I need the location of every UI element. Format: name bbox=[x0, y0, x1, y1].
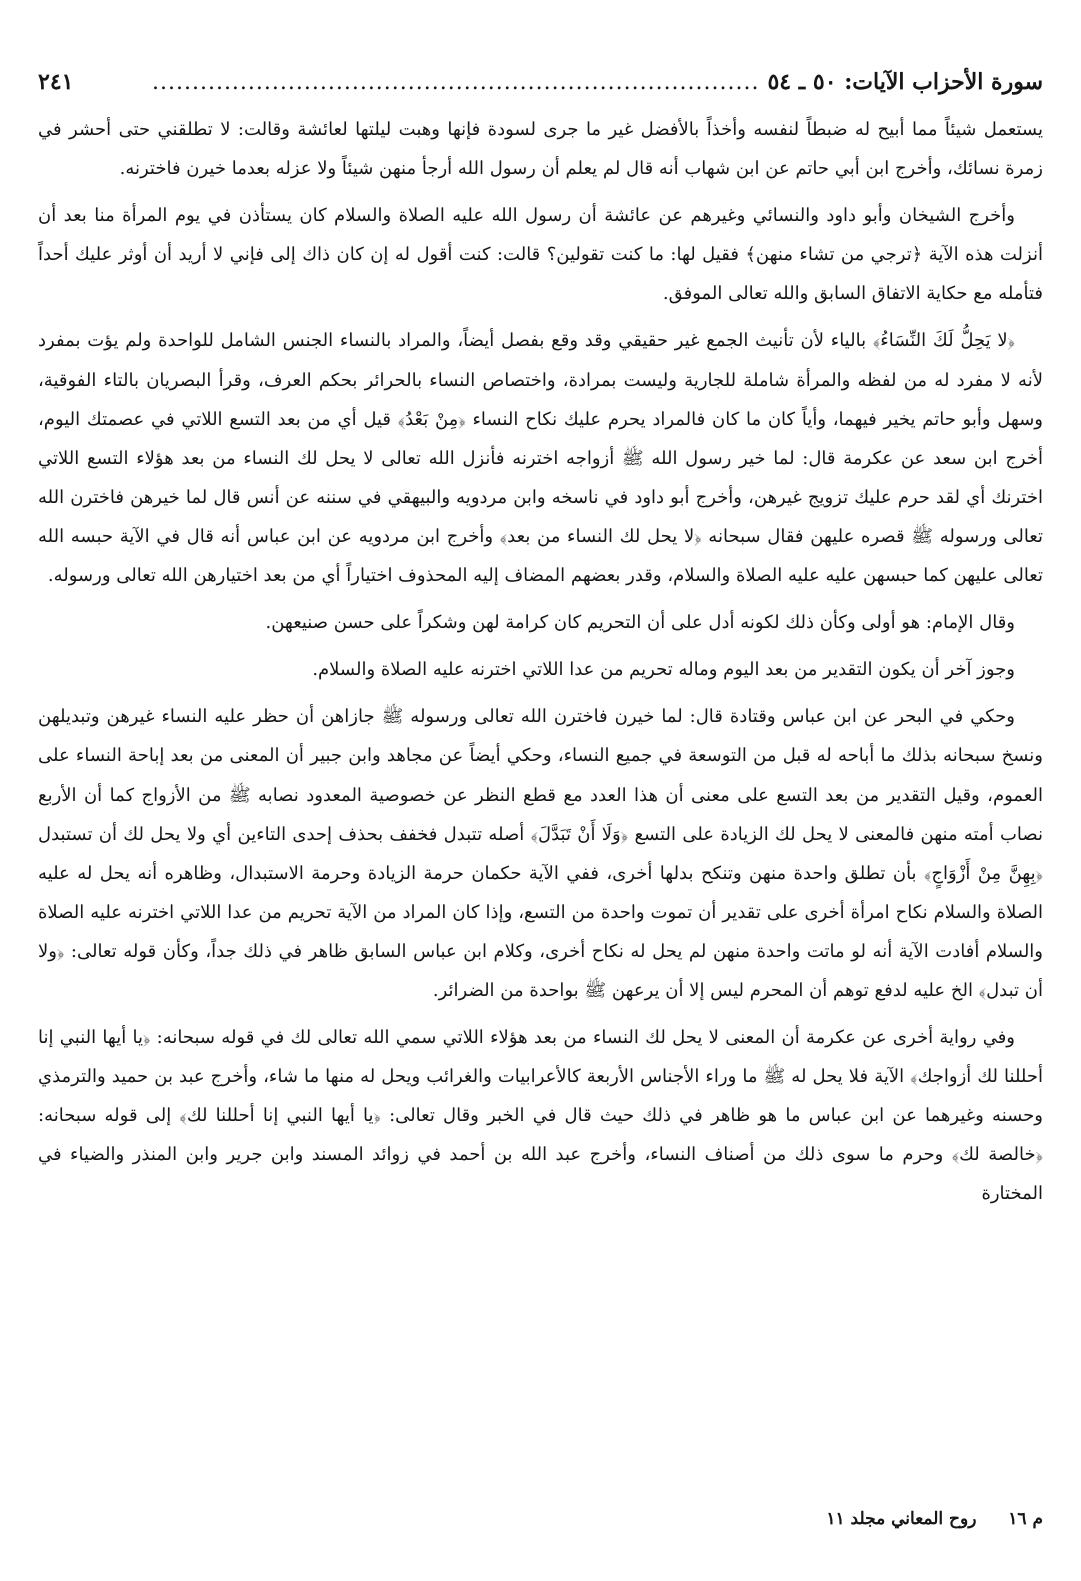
signature-mark: م ١٦ bbox=[1008, 1509, 1043, 1529]
paragraph: وحكي في البحر عن ابن عباس وقتادة قال: لما خيرن فاخترن الله تعالى ورسوله ﷺ جازاهن أن حظر عليه النساء غيرهن وتبديلهن ونسخ سبحانه بذلك ما أباحه له قبل من التوسعة في جميع النساء، وحكي أيضاً عن مجاهد وابن جبير أن المعنى من بعد إباحة النساء على العموم، وقيل التقدير من بعد التسع على معنى أن هذا العدد مع قطع النظر عن خصوصية المعدود نصابه ﷺ من الأزواج كما أن الأربع نصاب أمته منهن فالمعنى لا يحل لك الزيادة على التسع ﴿وَلَا أَنْ تَبَدَّلَ﴾ أصله تتبدل فخفف بحذف إحدى التاءين أي ولا يحل لك أن تستبدل ﴿بِهِنَّ مِنْ أَزْوَاجٍ﴾ بأن تطلق واحدة منهن وتنكح بدلها أخرى، ففي الآية حكمان حرمة الزيادة وحرمة الاستبدال، وظاهره أنه يحل له عليه الصلاة والسلام نكاح امرأة أخرى على تقدير أن تموت واحدة من التسع، وإذا كان المراد من الآية تحريم من عدا اللاتي اخترنه عليه الصلاة والسلام أفادت الآية أنه لو ماتت واحدة منهن لم يحل له نكاح أخرى، وكلام ابن عباس السابق ظاهر في ذلك جداً، وكأن قوله تعالى: ﴿ولا أن تبدل﴾ الخ عليه لدفع توهم أن المحرم ليس إلا أن يرعهن ﷺ بواحدة من الضرائر. bbox=[38, 706, 1043, 1001]
book-page bbox=[38, 62, 1043, 1562]
leader-dots: ............................................................................ bbox=[152, 69, 760, 95]
page-header bbox=[38, 62, 1043, 102]
paragraph: وقال الإمام: هو أولى وكأن ذلك لكونه أدل على أن التحريم كان كرامة لهن وشكراً على حسن صنيعهن. bbox=[265, 612, 1015, 634]
running-title: سورة الأحزاب الآيات: ٥٠ ـ ٥٤ bbox=[767, 69, 1043, 95]
paragraph: ﴿لا يَحِلُّ لَكَ النِّسَاءُ﴾ بالياء لأن تأنيث الجمع غير حقيقي وقد وقع بفصل أيضاً، والمراد بالنساء الجنس الشامل للواحدة ولم يؤت بمفرد لأنه لا مفرد له من لفظه والمرأة شاملة للجارية وليست بمرادة، واختصاص النساء بالحرائر بحكم العرف، وقرأ البصريان بالتاء الفوقية، وسهل وأبو حاتم يخير فيهما، وأياً كان ما كان فالمراد يحرم عليك نكاح النساء ﴿مِنْ بَعْدُ﴾ قيل أي من بعد التسع اللاتي في عصمتك اليوم، أخرج ابن سعد عن عكرمة قال: لما خير رسول الله ﷺ أزواجه اخترنه فأنزل الله تعالى لا يحل لك النساء من بعد هؤلاء التسع اللاتي اخترنك أي لقد حرم عليك تزويج غيرهن، وأخرج أبو داود في ناسخه وابن مردويه والبيهقي في سننه عن أنس قال لما خيرهن فاخترن الله تعالى ورسوله ﷺ قصره عليهن فقال سبحانه ﴿لا يحل لك النساء من بعد﴾ وأخرج ابن مردويه عن ابن عباس أنه قال في الآية حبسه الله تعالى عليهن كما حبسهن عليه عليه الصلاة والسلام، وقدر بعضهم المضاف إليه المحذوف اختياراً أي من بعد اختيارهن الله تعالى ورسوله. bbox=[38, 330, 1043, 587]
page-footer bbox=[683, 1509, 1043, 1529]
paragraph: وجوز آخر أن يكون التقدير من بعد اليوم وماله تحريم من عدا اللاتي اخترنه عليه الصلاة والسلام. bbox=[312, 659, 1015, 681]
body-text bbox=[38, 110, 1043, 1214]
page-number: ٢٤١ bbox=[38, 69, 74, 95]
paragraph: يستعمل شيئاً مما أبيح له ضبطاً لنفسه وأخذاً بالأفضل غير ما جرى لسودة فإنها وهبت ليلتها لعائشة وقالت: لا تطلقني حتى أحشر في زمرة نسائك، وأخرج ابن أبي حاتم عن ابن شهاب أنه قال لم يعلم أن رسول الله أرجأ منهن شيئاً ولا عزله بعدما خيرن فاخترنه. bbox=[38, 119, 1043, 180]
paragraph: وأخرج الشيخان وأبو داود والنسائي وغيرهم عن عائشة أن رسول الله عليه الصلاة والسلام كان يستأذن في يوم المرأة منا بعد أن أنزلت هذه الآية ﴿ترجي من تشاء منهن﴾ فقيل لها: ما كنت تقولين؟ قالت: كنت أقول له إن كان ذاك إلى فإني لا أريد أن أوثر عليك أحداً فتأمله مع حكاية الاتفاق السابق والله تعالى الموفق. bbox=[38, 205, 1043, 305]
book-volume: روح المعاني مجلد ١١ bbox=[826, 1509, 977, 1529]
paragraph: وفي رواية أخرى عن عكرمة أن المعنى لا يحل لك النساء من بعد هؤلاء اللاتي سمي الله تعالى لك في قوله سبحانه: ﴿يا أيها النبي إنا أحللنا لك أزواجك﴾ الآية فلا يحل له ﷺ ما وراء الأجناس الأربعة كالأعرابيات والغرائب ويحل له منها ما شاء، وأخرج عبد بن حميد والترمذي وحسنه وغيرهما عن ابن عباس ما هو ظاهر في ذلك حيث قال في الخبر وقال تعالى: ﴿يا أيها النبي إنا أحللنا لك﴾ إلى قوله سبحانه: ﴿خالصة لك﴾ وحرم ما سوى ذلك من أصناف النساء، وأخرج عبد الله بن أحمد في زوائد المسند وابن جرير وابن المنذر والضياء في المختارة bbox=[38, 1027, 1043, 1205]
